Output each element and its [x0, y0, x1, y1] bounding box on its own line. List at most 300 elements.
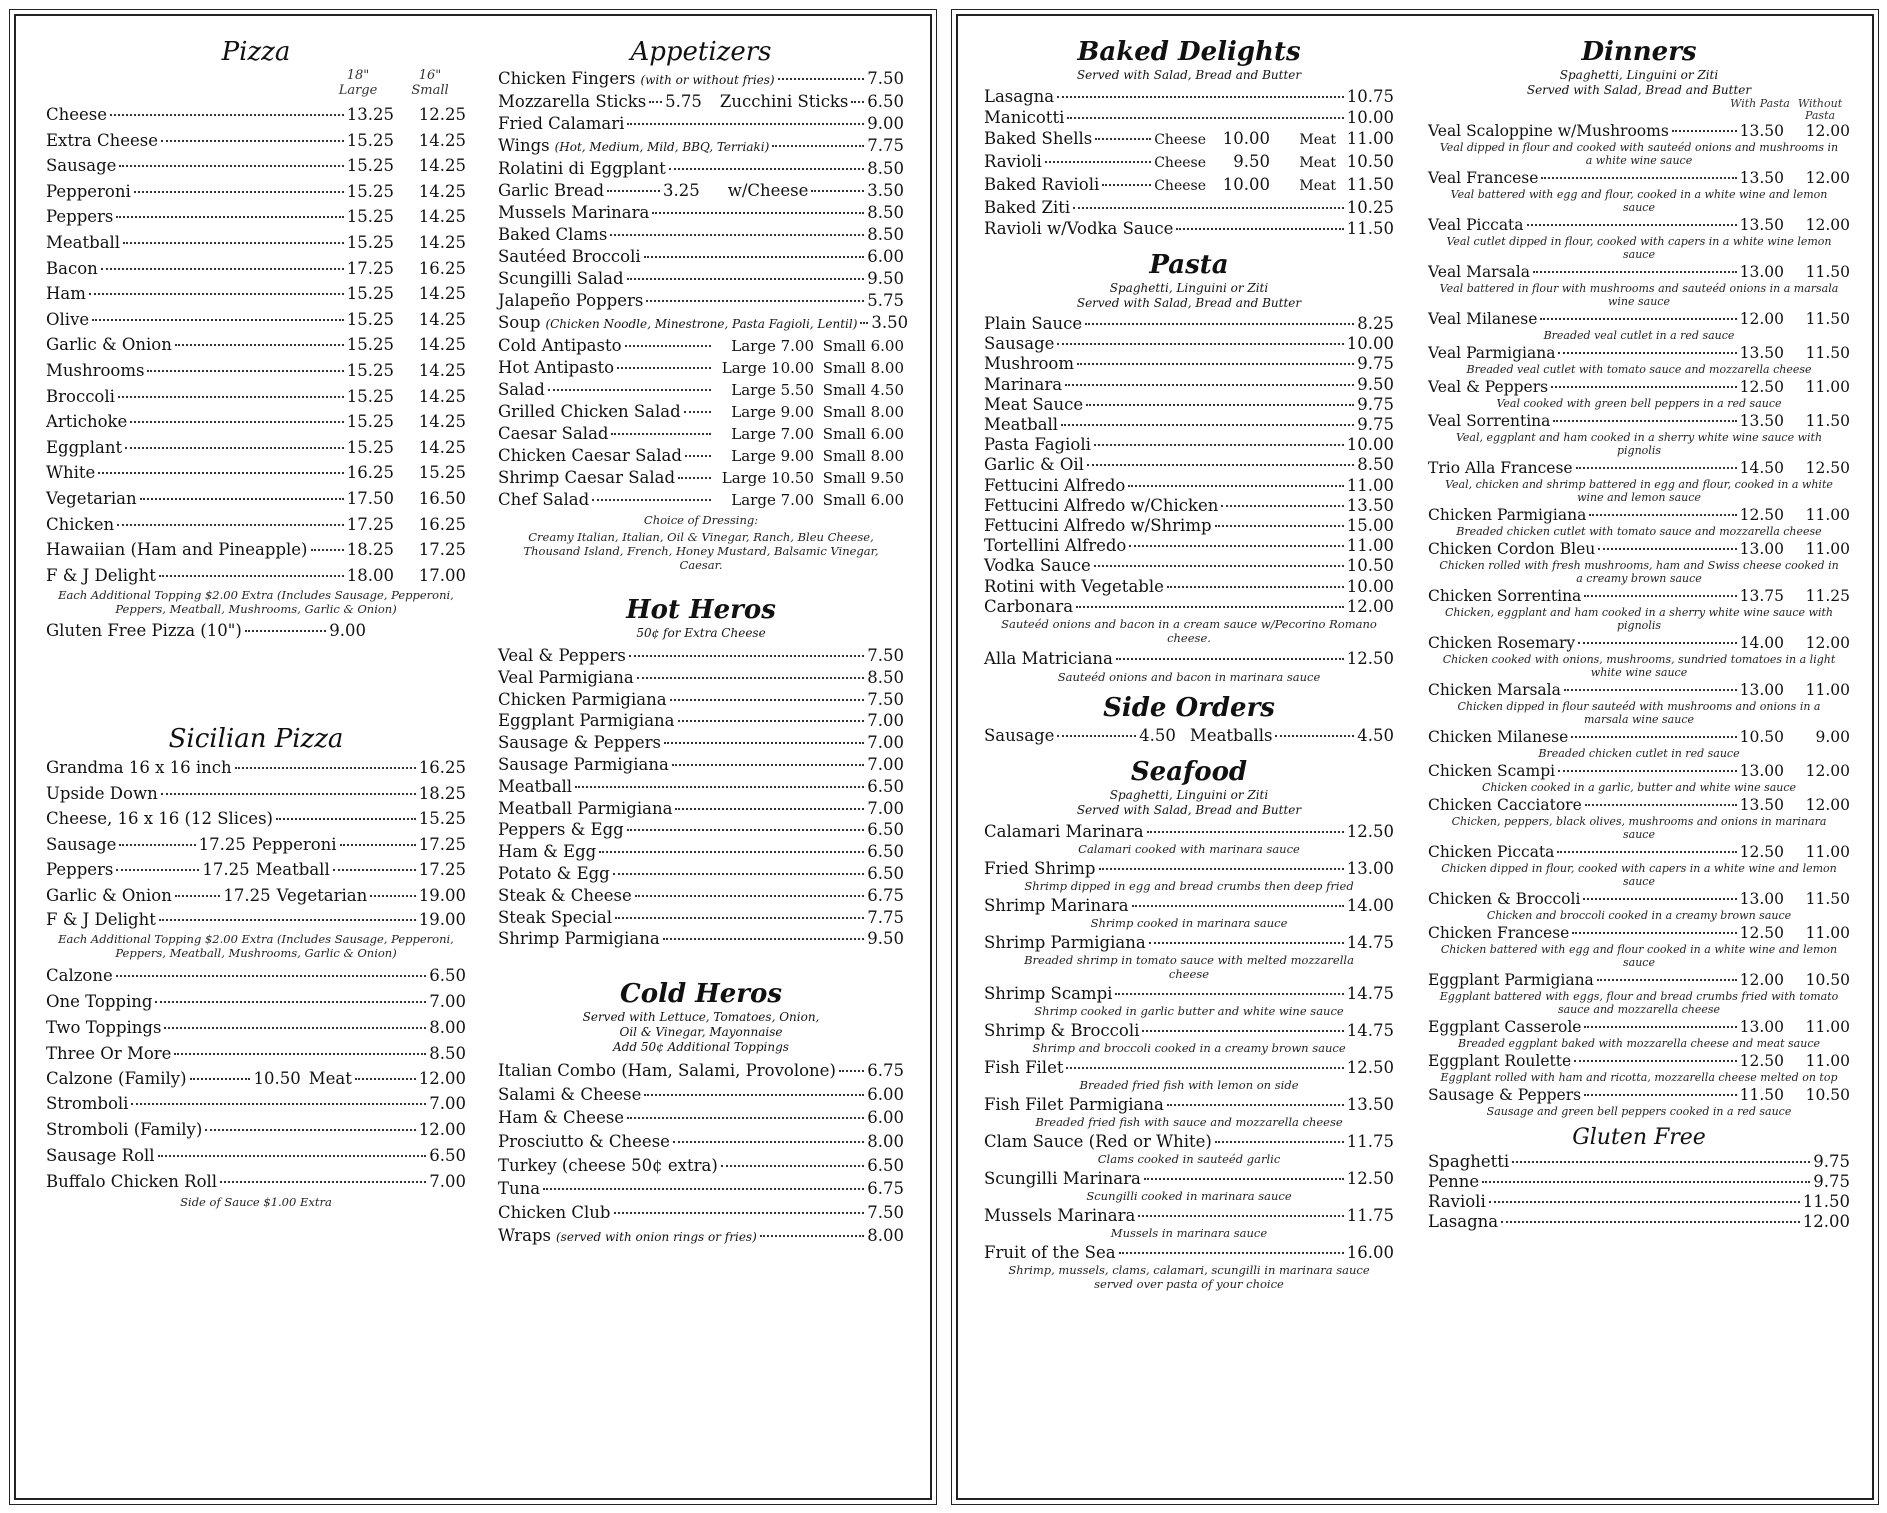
menu-item	[46, 204, 466, 230]
menu-item	[1428, 459, 1850, 478]
menu-item	[46, 563, 466, 589]
dot-leader	[340, 844, 416, 846]
dot-leader	[721, 1165, 864, 1167]
item-name: Sausage	[46, 156, 117, 176]
item-name: Tortellini Alfredo	[984, 536, 1127, 556]
item-price: 10.00	[1346, 334, 1394, 354]
dot-leader	[1085, 323, 1354, 325]
dot-leader	[1597, 979, 1737, 981]
item-name: Shrimp Scampi	[984, 984, 1113, 1004]
dot-leader	[1142, 1030, 1343, 1032]
item-name: Fettucini Alfredo	[984, 475, 1126, 495]
item-price: 6.75	[867, 1179, 904, 1199]
item-description: Veal, chicken and shrimp battered in egg and flour, cooked in a white wine and lemon sauce	[1445, 478, 1833, 504]
item-extra: (served with onion rings or fries)	[555, 1230, 757, 1245]
item-name: Hawaiian (Ham and Pineapple)	[46, 540, 308, 560]
menu-item	[498, 423, 904, 445]
menu-item	[46, 1091, 466, 1117]
section-title-baked: Baked Delights	[1077, 37, 1301, 67]
section-baked-delights	[984, 36, 1394, 239]
item-name: Ravioli w/Vodka Sauce	[984, 219, 1174, 238]
item-name: Chicken Parmigiana	[1428, 506, 1587, 524]
item-price-without-pasta: 11.00	[1805, 924, 1850, 942]
menu-item	[46, 619, 366, 643]
item-price: 9.75	[1357, 354, 1394, 374]
section-cold-heros	[498, 978, 904, 1249]
menu-item	[46, 486, 466, 512]
dot-leader	[670, 699, 865, 701]
menu-item	[46, 755, 466, 781]
menu-item	[498, 401, 904, 423]
baked-subtitle: Served with Salad, Bread and Butter	[1076, 68, 1302, 82]
item-description: Breaded chicken cutlet in red sauce	[1538, 747, 1740, 760]
item-name: Three Or More	[46, 1044, 172, 1064]
item-price: 5.75	[867, 291, 904, 310]
item-name: Baked Ravioli	[984, 175, 1100, 194]
item-name: Rotini with Vegetable	[984, 576, 1164, 596]
item-name: Veal Parmigiana	[498, 667, 634, 687]
dot-leader	[1176, 228, 1343, 230]
dot-leader	[617, 367, 711, 369]
menu-item	[498, 1224, 904, 1249]
dot-leader	[611, 433, 711, 435]
menu-item	[498, 202, 904, 224]
item-name: Vegetarian	[46, 488, 137, 508]
menu-item	[1428, 169, 1850, 188]
menu-item	[498, 68, 904, 91]
item-description: Eggplant battered with eggs, flour and bread crumbs fried with tomato sauce and mozzarella cheese	[1439, 990, 1839, 1016]
menu-item	[984, 536, 1394, 556]
dot-leader	[1061, 424, 1354, 426]
dot-leader	[1129, 545, 1343, 547]
item-price: 15.25	[418, 809, 466, 829]
item-price-meat: 12.00	[418, 1069, 466, 1089]
item-name: Fried Shrimp	[984, 859, 1096, 879]
dot-leader	[98, 472, 343, 474]
item-price: 3.50	[867, 181, 905, 200]
item-description: Breaded veal cutlet with tomato sauce and mozzarella cheese	[1466, 363, 1812, 376]
menu-item	[984, 724, 1394, 748]
dinners-item-list	[1428, 122, 1850, 1118]
menu-item	[46, 989, 466, 1015]
dot-leader	[625, 345, 711, 347]
menu-item	[498, 180, 904, 202]
item-price-small: 14.25	[418, 232, 466, 252]
item-price-with-pasta: 13.50	[1739, 796, 1784, 814]
item-name: White	[46, 463, 96, 483]
dot-leader	[675, 808, 864, 810]
dot-leader	[543, 1188, 864, 1190]
item-description: Breaded eggplant baked with mozzarella cheese and meat sauce	[1458, 1037, 1820, 1050]
item-description: Chicken battered with egg and flour cooked in a white wine and lemon sauce	[1440, 943, 1838, 969]
item-name: Chicken & Broccoli	[1428, 890, 1581, 908]
item-price-small: Small 4.50	[822, 381, 904, 399]
item-name: Broccoli	[46, 386, 115, 406]
cold-heros-item-list	[498, 1059, 904, 1224]
menu-item	[498, 1201, 904, 1225]
item-price-large: Large 7.00	[731, 491, 814, 509]
menu-item	[984, 151, 1394, 174]
menu-item	[1428, 681, 1850, 700]
dot-leader	[811, 190, 864, 192]
dot-leader	[664, 742, 864, 744]
item-name: Peppers	[46, 207, 114, 227]
item-price: 11.75	[1346, 1132, 1394, 1152]
dot-leader	[175, 895, 221, 897]
item-price: 14.00	[1346, 896, 1394, 916]
item-price-with-pasta: 13.50	[1739, 122, 1784, 140]
item-description: Scungilli cooked in marinara sauce	[1086, 1189, 1292, 1204]
item-price-without-pasta: 11.50	[1805, 310, 1850, 328]
item-price: 6.50	[867, 863, 904, 883]
meat-label: Meat	[1299, 132, 1336, 148]
item-price: 16.00	[1346, 1243, 1394, 1263]
menu-item	[984, 1020, 1394, 1041]
item-name: Meatball	[46, 232, 121, 252]
item-price-with-pasta: 12.50	[1739, 506, 1784, 524]
pizza-size-labels	[46, 83, 466, 98]
item-price-with-pasta: 14.50	[1739, 459, 1784, 477]
item-price-without-pasta: 12.00	[1805, 216, 1850, 234]
item-name: Veal Milanese	[1428, 310, 1538, 328]
menu-item	[984, 415, 1394, 435]
dot-leader	[851, 101, 864, 103]
cold-heros-subtitle-2: Oil & Vinegar, Mayonnaise	[619, 1025, 783, 1040]
menu-item	[498, 907, 904, 929]
dot-leader	[1077, 363, 1354, 365]
item-name: Shrimp Parmigiana	[498, 929, 660, 949]
item-price: 7.75	[867, 136, 904, 155]
menu-item	[1428, 1172, 1850, 1192]
item-price-small: Small 8.00	[822, 359, 904, 377]
menu-item	[498, 1083, 904, 1107]
item-name: Eggplant Parmigiana	[498, 711, 675, 731]
dot-leader	[370, 895, 416, 897]
item-price: 7.50	[867, 646, 904, 665]
dot-leader	[1116, 658, 1344, 660]
item-description: Veal battered with egg and flour, cooked in a white wine and lemon sauce	[1450, 188, 1828, 214]
menu-item	[1428, 1018, 1850, 1037]
item-name: Chicken Club	[498, 1202, 611, 1222]
item-price-with-pasta: 13.00	[1739, 762, 1784, 780]
item-name: Chicken Piccata	[1428, 843, 1555, 861]
item-name: Garlic & Onion	[46, 885, 172, 905]
item-name: Chicken Scampi	[1428, 762, 1556, 780]
menu-item	[984, 395, 1394, 415]
item-name: Stromboli	[46, 1094, 129, 1114]
dot-leader	[860, 322, 868, 324]
item-price-small: Small 6.00	[822, 491, 904, 509]
menu-item	[46, 1117, 466, 1143]
dot-leader	[1589, 514, 1736, 516]
item-name: Cold Antipasto	[498, 336, 622, 355]
item-name: Meat Sauce	[984, 394, 1084, 414]
menu-item	[498, 379, 904, 401]
menu-item	[498, 819, 904, 841]
item-price-with-pasta: 13.50	[1739, 344, 1784, 362]
dot-leader	[1558, 352, 1736, 354]
item-price: 5.75	[665, 92, 702, 111]
dot-leader	[355, 1078, 416, 1080]
section-dinners	[1428, 36, 1850, 1118]
item-price-large: 15.25	[346, 437, 394, 457]
item-name: Veal Scaloppine w/Mushrooms	[1428, 122, 1669, 140]
dot-leader	[637, 677, 865, 679]
item-name: Stromboli (Family)	[46, 1120, 203, 1140]
item-description: Sausage and green bell peppers cooked in a red sauce	[1486, 1105, 1792, 1118]
item-description: Shrimp and broccoli cooked in a creamy brown sauce	[1032, 1041, 1346, 1056]
item-name: Vegetarian	[276, 885, 368, 905]
item-name: Meatball Parmigiana	[498, 798, 673, 818]
cheese-label: Cheese	[1154, 178, 1206, 194]
item-name: Fish Filet	[984, 1058, 1064, 1078]
item-price: 8.50	[1357, 455, 1394, 475]
menu-item	[1428, 310, 1850, 329]
item-name: Ravioli	[1428, 1192, 1486, 1211]
item-price: 8.50	[867, 667, 904, 687]
item-name: Calamari Marinara	[984, 822, 1144, 842]
item-name: Shrimp & Broccoli	[984, 1021, 1140, 1041]
item-name: Shrimp Marinara	[984, 896, 1129, 916]
section-side-orders	[984, 692, 1394, 748]
section-title-pizza: Pizza	[221, 37, 291, 67]
item-price: 8.50	[867, 203, 904, 222]
item-price: 13.50	[1346, 495, 1394, 515]
item-price-large: Large 10.50	[721, 469, 814, 487]
item-price-large: 13.25	[346, 105, 394, 124]
meat-label: Meat	[1299, 155, 1336, 171]
item-name: Eggplant Roulette	[1428, 1052, 1572, 1070]
dot-leader	[646, 300, 864, 302]
item-price-without-pasta: 12.00	[1805, 796, 1850, 814]
menu-item	[1428, 540, 1850, 559]
item-price-large: 17.50	[346, 488, 394, 508]
menu-item	[46, 908, 466, 932]
section-title-pasta: Pasta	[1149, 250, 1229, 280]
dot-leader	[1501, 1221, 1800, 1223]
item-name: Carbonara	[984, 596, 1074, 616]
item-price: 6.00	[867, 247, 904, 266]
item-name: Sausage & Peppers	[1428, 1086, 1582, 1104]
dot-leader	[1144, 1178, 1344, 1180]
item-name: Chicken Rosemary	[1428, 634, 1576, 652]
menu-item	[1428, 1086, 1850, 1105]
item-name: Ham	[46, 284, 86, 304]
item-price: 3.25	[662, 181, 700, 200]
menu-item	[46, 1169, 466, 1195]
item-name: Lasagna	[984, 87, 1055, 106]
item-name: Jalapeño Poppers	[498, 291, 644, 310]
item-description: Breaded shrimp in tomato sauce with melted mozzarella cheese	[1024, 953, 1354, 982]
menu-item	[46, 281, 466, 307]
menu-item	[984, 556, 1394, 576]
dot-leader	[1128, 485, 1343, 487]
item-name: Scungilli Marinara	[984, 1169, 1141, 1189]
menu-item	[984, 375, 1394, 395]
menu-item	[498, 689, 904, 711]
item-extra: (Hot, Medium, Mild, BBQ, Terriaki)	[554, 140, 770, 154]
item-description: Veal dipped in flour and cooked with sauteéd onions and mushrooms in a white wine sauce	[1439, 141, 1839, 167]
item-name: One Topping	[46, 992, 153, 1012]
dot-leader	[1576, 467, 1737, 469]
item-price: 7.50	[867, 1202, 904, 1222]
item-name: Ham & Egg	[498, 842, 597, 862]
item-name: Penne	[1428, 1172, 1480, 1191]
item-name: Wraps	[498, 1226, 551, 1246]
item-name: Mozzarella Sticks	[498, 92, 647, 111]
menu-item	[1428, 412, 1850, 431]
item-name: Sausage	[46, 834, 117, 854]
item-price-small: Small 8.00	[822, 403, 904, 421]
section-title-gluten-free: Gluten Free	[1572, 1125, 1706, 1150]
dot-leader	[627, 278, 865, 280]
sicilian-item-list	[46, 755, 466, 832]
dot-leader	[1215, 1141, 1344, 1143]
dot-leader	[89, 293, 344, 295]
item-description: Shrimp cooked in marinara sauce	[1090, 916, 1288, 931]
item-price: 11.00	[1346, 475, 1394, 495]
dot-leader	[1512, 1161, 1810, 1163]
menu-item	[498, 863, 904, 885]
item-price-without-pasta: 11.00	[1805, 843, 1850, 861]
item-name: Sausage Parmigiana	[498, 754, 669, 774]
item-name: Peppers	[46, 860, 114, 880]
dot-leader	[1584, 595, 1736, 597]
item-name: Grilled Chicken Salad	[498, 402, 681, 421]
item-price-with-pasta: 13.50	[1739, 412, 1784, 430]
cold-heros-subtitle-1: Served with Lettuce, Tomatoes, Onion,	[582, 1010, 820, 1025]
item-name: F & J Delight	[46, 565, 156, 585]
dot-leader	[130, 421, 343, 423]
dot-leader	[1045, 161, 1151, 163]
menu-item	[984, 496, 1394, 516]
item-price: 8.00	[429, 1018, 466, 1038]
section-title-sicilian: Sicilian Pizza	[168, 724, 344, 755]
dot-leader	[1057, 96, 1344, 98]
item-description: Chicken dipped in flour sauteéd with mushrooms and onions in a marsala wine sauce	[1457, 700, 1821, 726]
item-price: 17.25	[202, 860, 250, 880]
sicilian-pair-list	[46, 832, 466, 909]
item-price-large: Large 9.00	[731, 403, 814, 421]
item-name: Mussels Marinara	[984, 1206, 1136, 1226]
dot-leader	[140, 498, 344, 500]
item-name: Hot Antipasto	[498, 358, 615, 377]
dot-leader	[159, 575, 344, 577]
menu-item	[498, 732, 904, 754]
item-name: Baked Clams	[498, 225, 608, 244]
item-name: Extra Cheese	[46, 130, 158, 150]
menu-item	[984, 648, 1394, 670]
item-name: Ravioli	[984, 152, 1042, 171]
dot-leader	[1167, 586, 1344, 588]
item-price: 17.25	[223, 885, 271, 905]
item-price-with-pasta: 13.00	[1739, 890, 1784, 908]
item-price: 12.50	[1346, 1058, 1394, 1078]
item-price: 6.50	[867, 776, 904, 796]
item-name: Fettucini Alfredo w/Chicken	[984, 495, 1219, 515]
pasta-item-list	[984, 314, 1394, 617]
item-price-small: 14.25	[418, 284, 466, 304]
dot-leader	[1132, 905, 1344, 907]
item-name: Sausage	[984, 334, 1055, 354]
item-price-without-pasta: 11.00	[1805, 378, 1850, 396]
dot-leader	[1115, 993, 1343, 995]
dot-leader	[1558, 770, 1737, 772]
item-price: 7.00	[429, 1172, 466, 1192]
item-price-without-pasta: 11.00	[1805, 540, 1850, 558]
dot-leader	[117, 524, 344, 526]
item-price-large: 15.25	[346, 284, 394, 304]
item-price-without-pasta: 11.00	[1805, 1018, 1850, 1036]
menu-item	[46, 153, 466, 179]
dot-leader	[116, 869, 199, 871]
item-name: Sautéed Broccoli	[498, 247, 641, 266]
dot-leader	[1584, 1026, 1736, 1028]
item-price: 10.00	[1346, 435, 1394, 455]
dot-leader	[1102, 184, 1151, 186]
dot-leader	[245, 630, 326, 632]
dot-leader	[1065, 384, 1354, 386]
gluten-free-item-list	[1428, 1152, 1850, 1232]
menu-item	[498, 357, 904, 379]
item-name: Cheese, 16 x 16 (12 Slices)	[46, 809, 273, 829]
menu-item	[984, 128, 1394, 151]
dot-leader	[1551, 386, 1737, 388]
item-price-large: 15.25	[346, 207, 394, 227]
dot-leader	[548, 389, 711, 391]
section-sicilian	[46, 723, 466, 1209]
menu-item	[46, 332, 466, 358]
item-description: Shrimp, mussels, clams, calamari, scungilli in marinara sauce served over pasta of your choice	[1008, 1263, 1370, 1292]
appetizer-item-list	[498, 202, 904, 312]
dot-leader	[1574, 1060, 1736, 1062]
dot-leader	[575, 786, 864, 788]
dot-leader	[116, 975, 426, 977]
item-name: Buffalo Chicken Roll	[46, 1172, 218, 1192]
dot-leader	[614, 1212, 865, 1214]
item-name: Bacon	[46, 258, 98, 278]
column-appetizers	[498, 36, 909, 1263]
cold-heros-subtitle-3: Add 50¢ Additional Toppings	[613, 1040, 789, 1055]
item-price-with-pasta: 12.00	[1739, 310, 1784, 328]
dot-leader	[158, 1155, 427, 1157]
item-price: 6.50	[867, 820, 904, 840]
dot-leader	[123, 242, 344, 244]
item-name: Chicken Caesar Salad	[498, 446, 682, 465]
item-price-small: Small 8.00	[822, 447, 904, 465]
item-price: 6.50	[429, 966, 466, 986]
menu-item	[1428, 263, 1850, 282]
dot-leader	[772, 145, 864, 147]
item-price: 7.00	[867, 733, 904, 753]
size-small-label: Small	[411, 83, 449, 98]
item-name: Veal & Peppers	[1428, 378, 1549, 396]
item-price-large: 15.25	[346, 156, 394, 176]
item-price-without-pasta: 12.00	[1805, 634, 1850, 652]
item-price: 10.50	[1346, 556, 1394, 576]
item-description: Breaded chicken cutlet with tomato sauce and mozzarella cheese	[1456, 525, 1822, 538]
menu-item	[46, 963, 466, 989]
section-title-hot-heros: Hot Heros	[626, 595, 776, 625]
dot-leader	[101, 268, 344, 270]
menu-item	[984, 107, 1394, 128]
item-name: Salami & Cheese	[498, 1084, 642, 1104]
item-price-with-pasta: 13.00	[1739, 263, 1784, 281]
menu-item	[498, 312, 909, 335]
menu-item	[46, 384, 466, 410]
item-price: 4.50	[1357, 726, 1394, 746]
item-price-small: 14.25	[418, 181, 466, 201]
